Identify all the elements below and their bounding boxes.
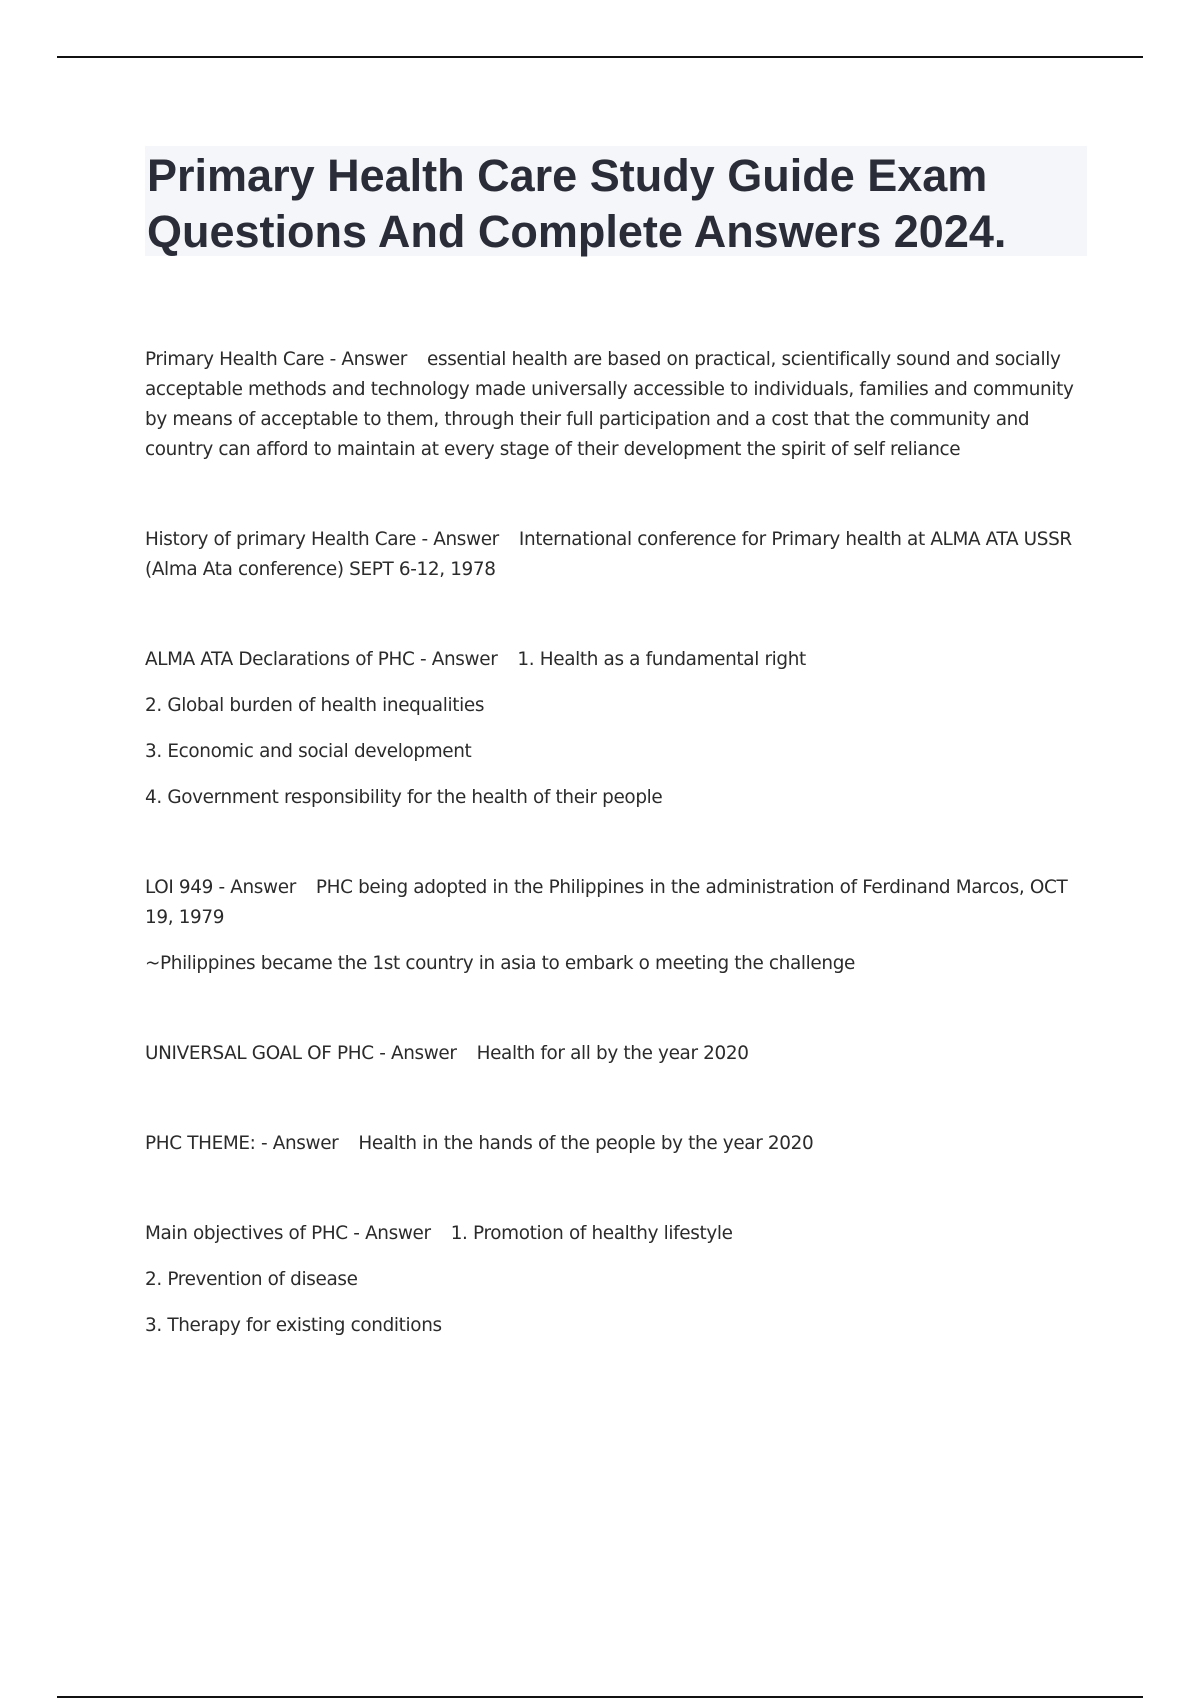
question-term: UNIVERSAL GOAL OF PHC - Answer xyxy=(145,1043,457,1064)
qa-line xyxy=(145,1219,1093,1249)
answer-item: 3. Economic and social development xyxy=(145,741,472,762)
qa-line xyxy=(145,645,1093,675)
answer-item: ~Philippines became the 1st country in asia to embark o meeting the challenge xyxy=(145,953,855,974)
question-term: Primary Health Care - Answer xyxy=(145,349,407,370)
qa-line xyxy=(145,1129,1093,1159)
qa-line xyxy=(145,873,1093,933)
bottom-rule xyxy=(57,1696,1143,1698)
qa-line xyxy=(145,1039,1093,1069)
qa-line xyxy=(145,345,1093,465)
question-term: History of primary Health Care - Answer xyxy=(145,529,499,550)
qa-entry xyxy=(145,645,1093,813)
answer-text: PHC being adopted in the Philippines in the administration of Ferdinand Marcos, OCT 19, 1979 xyxy=(145,877,1068,928)
answer-item: 2. Prevention of disease xyxy=(145,1269,358,1290)
answer-text: 1. Promotion of healthy lifestyle xyxy=(450,1223,733,1244)
qa-entry xyxy=(145,525,1093,585)
answer-item: 2. Global burden of health inequalities xyxy=(145,695,485,716)
document-body xyxy=(145,345,1093,1341)
question-term: Main objectives of PHC - Answer xyxy=(145,1223,431,1244)
answer-text: Health in the hands of the people by the year 2020 xyxy=(358,1133,814,1154)
answer-item: 4. Government responsibility for the health of their people xyxy=(145,787,663,808)
qa-entry xyxy=(145,1039,1093,1069)
qa-line xyxy=(145,525,1093,585)
document-title: Primary Health Care Study Guide Exam Questions And Complete Answers 2024. xyxy=(147,150,1007,257)
title-block xyxy=(145,146,1087,256)
top-rule xyxy=(57,56,1143,58)
qa-entry xyxy=(145,1219,1093,1341)
qa-entry xyxy=(145,1129,1093,1159)
question-term: LOI 949 - Answer xyxy=(145,877,296,898)
answer-text: Health for all by the year 2020 xyxy=(476,1043,749,1064)
question-term: PHC THEME: - Answer xyxy=(145,1133,339,1154)
qa-entry xyxy=(145,873,1093,979)
qa-entry xyxy=(145,345,1093,465)
answer-text: 1. Health as a fundamental right xyxy=(517,649,806,670)
answer-text: essential health are based on practical, scientifically sound and socially acceptable methods and technology made universally accessible to individuals, families and community by means of acceptable to them, through their full participation and a cost that the community and country can afford to maintain at every stage of their development the spirit of self reliance xyxy=(145,349,1074,460)
question-term: ALMA ATA Declarations of PHC - Answer xyxy=(145,649,498,670)
answer-item: 3. Therapy for existing conditions xyxy=(145,1315,442,1336)
answer-text: International conference for Primary health at ALMA ATA USSR (Alma Ata conference) SEPT 6-12, 1978 xyxy=(145,529,1072,580)
